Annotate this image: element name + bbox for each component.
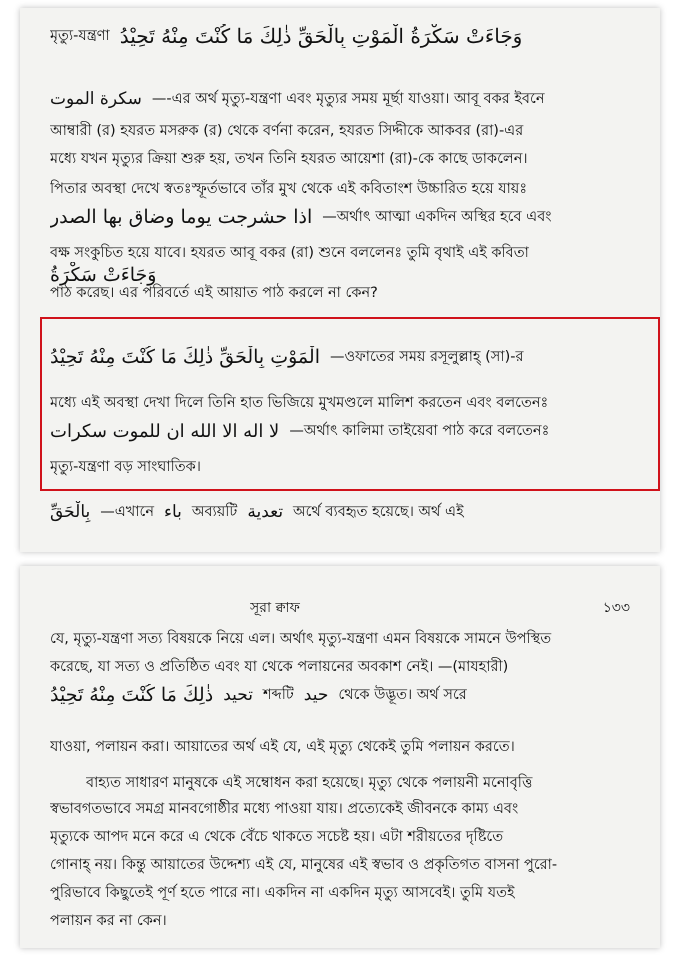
bottom-line-1: যে, মৃত্যু-যন্ত্রণা সত্য বিষয়কে নিয়ে এল। অর্থাৎ মৃত্যু-যন্ত্রণা এমন বিষয়কে সামনে উপস্থিত [50, 631, 552, 647]
arabic-verse-fragment: وَجَاءَتْ سَكْرَةُ [50, 264, 157, 286]
arabic-kalima: لا اله الا الله ان للموت سكرات [50, 420, 280, 442]
arabic-poem: اذا حشرجت يوما وضاق بها الصدر [50, 206, 313, 228]
top-line-5: পিতার অবস্থা দেখে স্বতঃস্ফূর্তভাবে তাঁর মুখ থেকে এই কবিতাংশ উচ্চারিত হয়ে যায়ঃ [50, 181, 528, 197]
bengali-text: অর্থে ব্যবহৃত হয়েছে। অর্থ এই [293, 504, 464, 520]
top-line-7: বক্ষ সংকুচিত হয়ে যাবে। হযরত আবূ বকর (রা) শুনে বললেনঃ তুমি বৃথাই এই কবিতা [50, 245, 529, 261]
bottom-line-8: গোনাহ্ নয়। কিন্তু আয়াতের উদ্দেশ্য এই যে, মানুষের এই স্বভাব ও প্রকৃতিগত বাসনা পুরো- [50, 857, 558, 873]
bottom-line-3 [50, 684, 636, 706]
page-header [250, 596, 630, 620]
bottom-line-9: পুরিভাবে কিছুতেই পূর্ণ হতে পারে না। একদিন না একদিন মৃত্যু আসবেই। তুমি যতই [50, 885, 515, 901]
box-line-4: মৃত্যু-যন্ত্রণা বড় সাংঘাতিক। [50, 459, 201, 475]
arabic-word: حيد [303, 685, 329, 705]
top-line-6 [50, 206, 636, 228]
surah-title: সূরা ক্বাফ [250, 600, 300, 616]
bengali-text: —এখানে [100, 504, 154, 520]
bengali-text: মৃত্যু-যন্ত্রণা [50, 28, 110, 44]
bengali-text: —অর্থাৎ কালিমা তাইয়েবা পাঠ করে বলতেনঃ [289, 423, 550, 439]
bottom-line-2: করেছে, যা সত্য ও প্রতিষ্ঠিত এবং যা থেকে পলায়নের অবকাশ নেই। —(মাযহারী) [50, 659, 509, 675]
arabic-verse: وَجَاءَتْ سَكْرَةُ الْمَوْتِ بِالْحَقِّ ذٰلِكَ مَا كُنْتَ مِنْهُ تَحِيْدُ [119, 24, 523, 48]
bengali-text: থেকে উদ্ভূত। অর্থ সরে [338, 687, 467, 703]
bottom-line-6: স্বভাবগতভাবে সমগ্র মানবগোষ্ঠীর মধ্যে পাওয়া যায়। প্রত্যেকেই জীবনকে কাম্য এবং [50, 801, 519, 817]
bengali-text: —ওফাতের সময় রসূলুল্লাহ্ (সা)-র [330, 349, 524, 365]
arabic-word: بِالْحَقِّ [50, 502, 91, 522]
arabic-word: تحيد [223, 685, 253, 705]
highlight-box [40, 317, 660, 491]
bengali-text: শব্দটি [262, 687, 294, 703]
top-line-4: মধ্যে যখন মৃত্যুর ক্রিয়া শুরু হয়, তখন তিনি হযরত আয়েশা (রা)-কে কাছে ডাকলেন। [50, 151, 528, 167]
bengali-text: —অর্থাৎ আত্মা একদিন অস্থির হবে এবং [322, 209, 552, 225]
arabic-word: تعدية [247, 502, 284, 522]
top-line-10 [50, 501, 636, 523]
box-line-2: মধ্যে এই অবস্থা দেখা দিলে তিনি হাত ভিজিয়ে মুখমণ্ডলে মালিশ করতেন এবং বলতেনঃ [50, 395, 549, 411]
top-line-3: আম্বারী (র) হযরত মসরুক (র) থেকে বর্ণনা করেন, হযরত সিদ্দীকে আকবর (রা)-এর [50, 123, 524, 139]
bottom-line-5: বাহ্যত সাধারণ মানুষকে এই সম্বোধন করা হয়েছে। মৃত্যু থেকে পলায়নী মনোবৃত্তি [86, 775, 533, 791]
top-line-9: পাঠ করেছ। এর পরিবর্তে এই আয়াত পাঠ করলে না কেন? [50, 285, 378, 301]
bottom-line-10: পলায়ন কর না কেন। [50, 913, 167, 929]
bengali-text: —-এর অর্থ মৃত্যু-যন্ত্রণা এবং মৃত্যুর সময় মূর্ছা যাওয়া। আবূ বকর ইবনে [151, 91, 545, 107]
arabic-verse: الْمَوْتِ بِالْحَقِّ ذٰلِكَ مَا كُنْتَ مِنْهُ تَحِيْدُ [50, 346, 320, 368]
top-line-1 [50, 24, 636, 48]
arabic-verse: ذٰلِكَ مَا كُنْتَ مِنْهُ تَحِيْدُ [50, 684, 214, 706]
bottom-line-4: যাওয়া, পলায়ন করা। আয়াতের অর্থ এই যে, এই মৃত্যু থেকেই তুমি পলায়ন করতে। [50, 739, 515, 755]
arabic-term: سكرة الموت [50, 89, 142, 109]
page-number: ১৩৩ [602, 600, 630, 616]
arabic-word: باء [164, 502, 182, 522]
bengali-text: অব্যয়টি [191, 504, 238, 520]
top-book-page [20, 8, 660, 552]
top-line-2 [50, 88, 636, 110]
bottom-book-page [20, 566, 660, 948]
bottom-line-7: মৃত্যুকে আপদ মনে করে এ থেকে বেঁচে থাকতে সচেষ্ট হয়। এটা শরীয়তের দৃষ্টিতে [50, 829, 504, 845]
